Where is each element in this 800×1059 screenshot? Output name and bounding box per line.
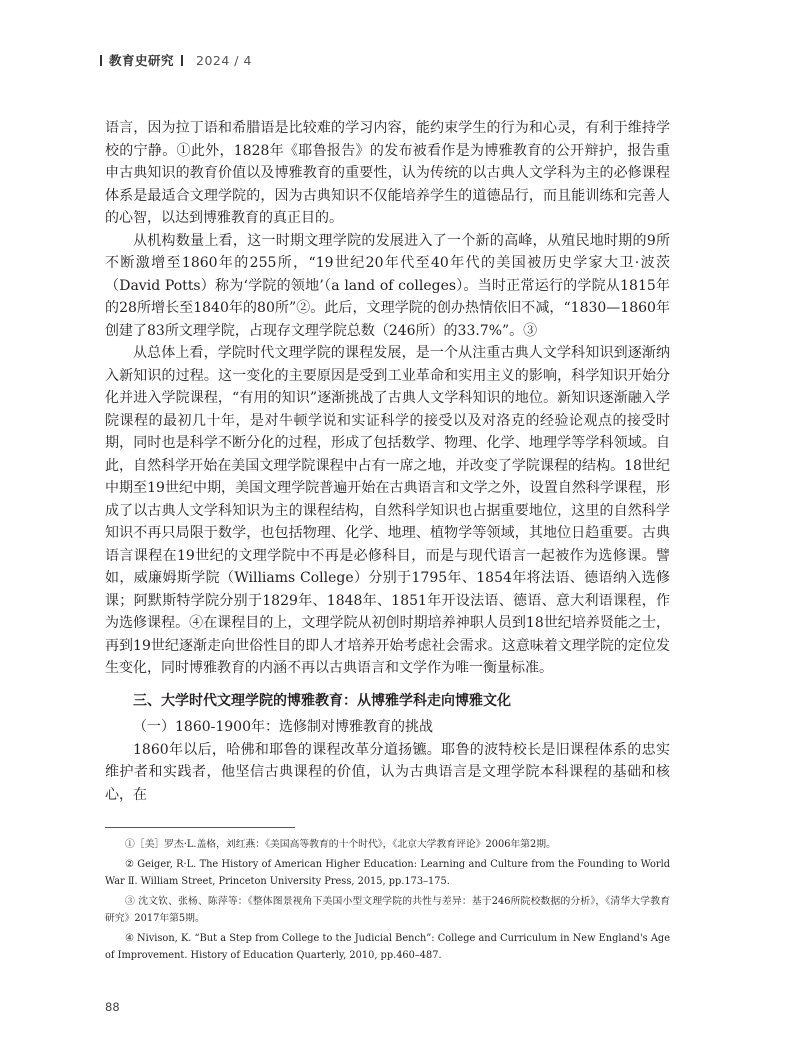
paragraph-4: 1860年以后，哈佛和耶鲁的课程改革分道扬镳。耶鲁的波特校长是旧课程体系的忠实维护者和实践者，他坚信古典课程的价值，认为古典语言是文理学院本科课程的基础和核心，在 — [105, 741, 670, 803]
footnote-2: ② Geiger, R·L. The History of American Higher Education: Learning and Culture from the Founding to World War Ⅱ. William Street, Princeton University Press, 2015, pp.173–175. — [105, 859, 670, 887]
footnote-3: ③ 沈文钦、张杨、陈萍等：《整体图景视角下美国小型文理学院的共性与差异：基于246所院校数据的分析》，《清华大学教育研究》2017年第5期。 — [105, 896, 670, 924]
footnote-4: ④ Nivison, K. “But a Step from College to the Judicial Bench”: College and Curriculum in New England's Age of Improvement. History of Education Quarterly, 2010, pp.460–487. — [105, 933, 670, 961]
footnote-1: ①［美］罗杰·L.盖格，刘红燕：《美国高等教育的十个时代》，《北京大学教育评论》2006年第2期。 — [125, 839, 556, 850]
page-number: 88 — [105, 1000, 120, 1014]
paragraph-1: 语言，因为拉丁语和希腊语是比较难的学习内容，能约束学生的行为和心灵，有利于维持学校的宁静。①此外，1828年《耶鲁报告》的发布被看作是为博雅教育的公开辩护，报告重申古典知识的教育价值以及博雅教育的重要性，认为传统的以古典人文学科为主的必修课程体系是最适合文理学院的，因为古典知识不仅能培养学生的道德品行，而且能训练和完善人的心智，以达到博雅教育的真正目的。 — [105, 120, 670, 226]
section-heading: 三、大学时代文理学院的博雅教育：从博雅学科走向博雅文化 — [133, 692, 511, 709]
journal-name: 教育史研究 — [109, 53, 175, 68]
subsection-heading: （一）1860-1900年：选修制对博雅教育的挑战 — [133, 719, 433, 735]
issue-number: 2024 / 4 — [196, 52, 252, 68]
main-text — [105, 117, 670, 806]
running-header — [100, 50, 252, 70]
paragraph-2: 从机构数量上看，这一时期文理学院的发展进入了一个新的高峰，从殖民地时期的9所不断激增至1860年的255所，“19世纪20年代至40年代的美国被历史学家大卫·波茨（David Potts）称为‘学院的领地’（a land of colleges）。当时正常运行的学院从1815年的28所增长至1840年的80所”②。此后，文理学院的创办热情依旧不减，“1830—1860年创建了83所文理学院，占现存文理学院总数（246所）的33.7%”。③ — [105, 232, 670, 339]
header-bar-right — [181, 55, 183, 66]
paragraph-3: 从总体上看，学院时代文理学院的课程发展，是一个从注重古典人文学科知识到逐渐纳入新知识的过程。这一变化的主要原因是受到工业革命和实用主义的影响，科学知识开始分化并进入学院课程，“有用的知识”逐渐挑战了古典人文学科知识的地位。新知识逐渐融入学院课程的最初几十年，是对牛顿学说和实证科学的接受以及对洛克的经验论观点的接受时期，同时也是科学不断分化的过程，形成了包括数学、物理、化学、地理学等学科领域。自此，自然科学开始在美国文理学院课程中占有一席之地，并改变了学院课程的结构。18世纪中期至19世纪中期，美国文理学院普遍开始在古典语言和文学之外，设置自然科学课程，形成了以古典人文学科知识为主的课程结构，自然科学知识也占据重要地位，这里的自然科学知识不再只局限于数学，也包括物理、化学、地理、植物学等领域，其地位日趋重要。古典语言课程在19世纪的文理学院中不再是必修科目，而是与现代语言一起被作为选修课。譬如，威廉姆斯学院（Williams College）分别于1795年、1854年将法语、德语纳入选修课；阿默斯特学院分别于1829年、1848年、1851年开设法语、德语、意大利语课程，作为选修课程。④在课程目的上，文理学院从初创时期培养神职人员到18世纪培养贤能之士，再到19世纪逐渐走向世俗性目的即人才培养开始考虑社会需求。这意味着文理学院的定位发生变化，同时博雅教育的内涵不再以古典语言和文学作为唯一衡量标准。 — [105, 345, 670, 676]
footnotes — [105, 836, 670, 967]
footnote-rule — [105, 827, 295, 828]
header-bar-left — [100, 55, 102, 66]
